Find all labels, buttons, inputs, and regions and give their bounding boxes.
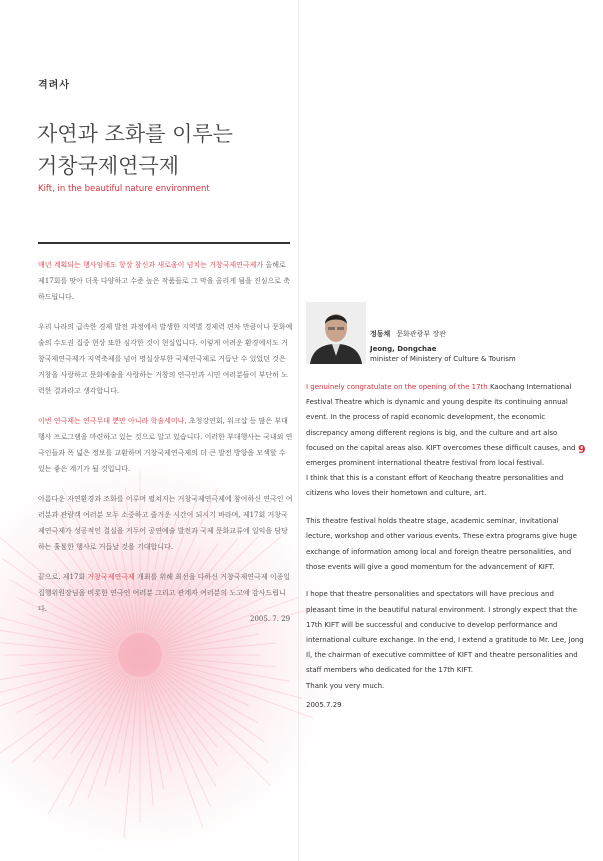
ko-p1-rest: 올해로 제17회를 맞아 더욱 다양하고 수준 높은 작품들로 그 막을 올리게 됨을 진심으로 축하드립니다. bbox=[38, 261, 290, 301]
en-paragraph-3 bbox=[306, 587, 584, 693]
ko-p5-a: 끝으로, 제17회 bbox=[38, 573, 88, 581]
en-p1-b: I think that this is a constant effort of Keochang theatre personalities and citizens who loves their hometown and culture, art. bbox=[306, 474, 564, 498]
ko-paragraph-5 bbox=[38, 569, 294, 617]
ko-p5-highlight: 거창국제연극제 bbox=[87, 573, 135, 581]
signature-korean bbox=[370, 329, 516, 339]
ko-p3-highlight: 이번 연극제는 연극무대 뿐만 아니라 학술세미나, bbox=[38, 417, 187, 425]
signature-block bbox=[370, 329, 516, 363]
en-paragraph-2: This theatre festival holds theatre stage, academic seminar, invitational lecture, workshop and other various events. These extra programs give huge exchange of information among local and foreign theatre personalities, and those events will give a good momentum for the advancement of KIFT. bbox=[306, 517, 577, 571]
ko-p1-highlight: 매년 계획되는 행사임에도 항상 참신과 새로움이 넘치는 거창국제연극제가 bbox=[38, 261, 264, 269]
signature-kr-title: 문화관광부 장관 bbox=[396, 330, 446, 338]
english-date: 2005.7.29 bbox=[306, 701, 342, 709]
page-number: 9 bbox=[578, 443, 586, 456]
title-rule bbox=[38, 242, 290, 244]
ko-paragraph-2: 우리 나라의 급속한 경제 발전 과정에서 발생한 지역별 경제력 편차 만큼이나 문화예술의 수도권 집중 현상 또한 심각한 것이 현실입니다. 이렇게 어려운 환경에서도 거창국제연극제가 지역축제를 넘어 명실상부한 국제연극제로 거듭난 수 있었던 것은 거창을 사랑하고 문화예술을 사랑하는 거창의 연극인과 시민 여러분들이 부단히 노력한 결과라고 생각합니다. bbox=[38, 323, 293, 395]
page-title bbox=[37, 118, 233, 182]
section-label: 격려사 bbox=[38, 80, 70, 91]
minister-photo bbox=[306, 302, 366, 364]
ko-paragraph-4: 아름다운 자연환경과 조화를 이루며 펼쳐지는 거창국제연극제에 참여하신 연극인 여러분과 관람객 여러분 모두 소중하고 즐거운 시간이 되시기 바라며, 제17회 거창국제연극제가 성공적인 결실을 거두어 공연예술 발전과 국제 문화교류에 일익을 담당하는 훌륭한 행사로 거듭날 것을 기대합니다. bbox=[38, 495, 293, 551]
signature-en-title: minister of Ministery of Culture & Tourism bbox=[370, 355, 516, 363]
korean-date: 2005. 7. 29 bbox=[250, 615, 291, 623]
title-line-1: 자연과 조화를 이루는 bbox=[37, 122, 233, 146]
ko-paragraph-1 bbox=[38, 257, 294, 305]
ko-p3-rest: 초청강연회, 워크샵 등 많은 부대행사 프로그램을 마련하고 있는 것으로 알고 있습니다. 이러한 부대행사는 국내외 연극인들과 폭 넓은 정보를 교환하며 거창국제연극제의 더 큰 발전 방향을 모색할 수 있는 좋은 계기가 될 것입니다. bbox=[38, 417, 293, 473]
en-p3-text: I hope that theatre personalities and spectators will have precious and pleasant time in the beautiful natural environment. I strongly expect that the 17th KIFT will be successful and conducive to develop performance and international culture exchange. In the end, I extend a gratitude to Mr. Lee, Jong Il, the chairman of executive committee of KIFT and theatre personalities and staff members who dedicated for the 17th KIFT. bbox=[306, 590, 584, 675]
ko-paragraph-3 bbox=[38, 413, 294, 477]
ko-p5-b: 개최를 위해 최선을 다하신 거창국제연극제 이종일 집행위원장님을 비롯한 연극인 여러분 그리고 관계자 여러분의 노고에 감사드립니다. bbox=[38, 573, 291, 613]
signature-en-name: Jeong, Dongchae bbox=[370, 345, 437, 353]
en-paragraph-1 bbox=[306, 380, 584, 502]
en-p1-rest: Kaochang International Festival Theatre which is dynamic and young despite its continuing annual event. In the process of rapid economic development, the economic discrepancy among different regions is big, and the culture and art also focused on the capital areas also. KIFT overcomes these difficult causes, and emerges prominent international theatre festival from local festival. bbox=[306, 383, 576, 468]
portrait-icon bbox=[306, 302, 366, 364]
english-body bbox=[306, 380, 584, 706]
title-line-2: 거창국제연극제 bbox=[37, 154, 180, 178]
subtitle: Kift, in the beautiful nature environment bbox=[38, 184, 210, 194]
korean-body bbox=[38, 257, 294, 631]
en-p4-text: Thank you very much. bbox=[306, 681, 385, 690]
en-p1-highlight: I genuinely congratulate on the opening of the 17th bbox=[306, 383, 488, 391]
signature-kr-name: 정동채 bbox=[370, 330, 391, 338]
